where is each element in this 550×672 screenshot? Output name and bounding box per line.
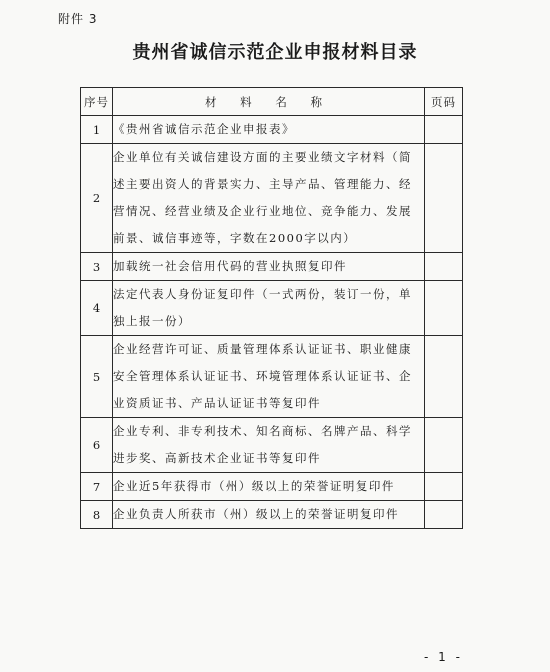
row-page-number [425,473,463,501]
row-number: 6 [81,418,113,473]
row-page-number [425,501,463,529]
row-material-name: 企业近5年获得市（州）级以上的荣誉证明复印件 [113,473,425,501]
row-number: 3 [81,253,113,281]
table-row [81,418,463,473]
table-header-row [81,88,463,116]
table-row [81,336,463,418]
row-page-number [425,281,463,336]
row-page-number [425,253,463,281]
document-title: 贵州省诚信示范企业申报材料目录 [132,42,418,63]
page-number: - 1 - [424,650,463,664]
materials-table [80,87,463,529]
row-number: 4 [81,281,113,336]
row-page-number [425,418,463,473]
row-page-number [425,116,463,144]
table-row [81,253,463,281]
attachment-label: 附件 3 [58,12,98,26]
row-material-name: 加载统一社会信用代码的营业执照复印件 [113,253,425,281]
row-number: 7 [81,473,113,501]
table-row [81,281,463,336]
header-page: 页码 [425,88,463,116]
row-number: 5 [81,336,113,418]
header-name: 材 料 名 称 [113,88,425,116]
table-row [81,116,463,144]
table-row [81,473,463,501]
row-number: 8 [81,501,113,529]
row-page-number [425,144,463,253]
header-no: 序号 [81,88,113,116]
row-material-name: 企业专利、非专利技术、知名商标、名牌产品、科学进步奖、高新技术企业证书等复印件 [113,418,425,473]
row-page-number [425,336,463,418]
row-number: 2 [81,144,113,253]
table-row [81,501,463,529]
row-material-name: 企业经营许可证、质量管理体系认证证书、职业健康安全管理体系认证证书、环境管理体系认证证书、企业资质证书、产品认证证书等复印件 [113,336,425,418]
row-material-name: 法定代表人身份证复印件（一式两份，装订一份，单独上报一份） [113,281,425,336]
row-material-name: 企业负责人所获市（州）级以上的荣誉证明复印件 [113,501,425,529]
table-row [81,144,463,253]
row-number: 1 [81,116,113,144]
row-material-name: 企业单位有关诚信建设方面的主要业绩文字材料（简述主要出资人的背景实力、主导产品、管理能力、经营情况、经营业绩及企业行业地位、竞争能力、发展前景、诚信事迹等，字数在2000字以内） [113,144,425,253]
row-material-name: 《贵州省诚信示范企业申报表》 [113,116,425,144]
